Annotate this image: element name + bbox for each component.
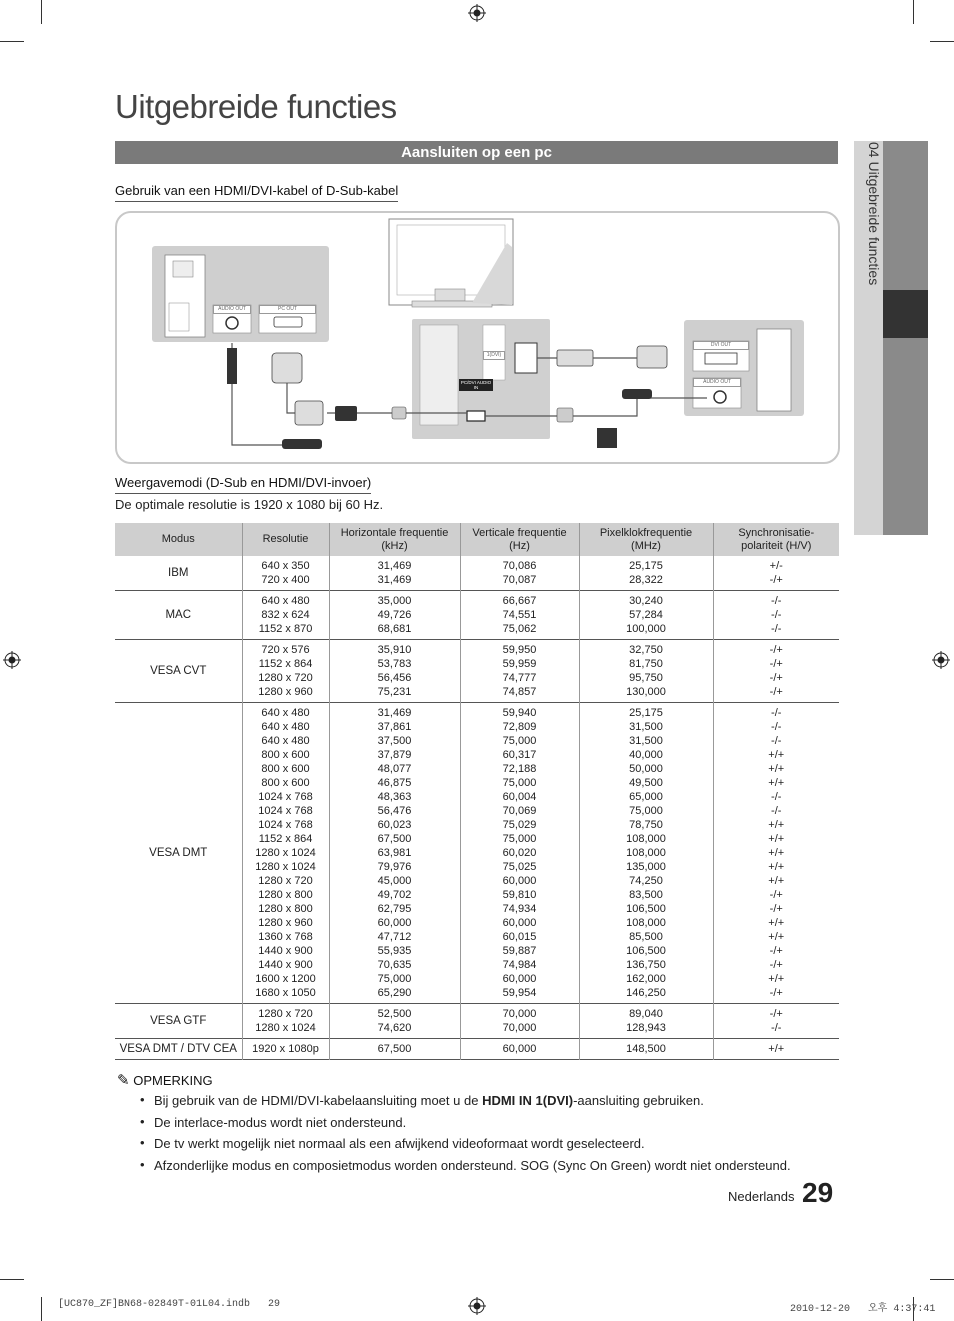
sync-cell: -/- -/- -/- <box>713 591 839 640</box>
table-row <box>115 703 839 1004</box>
table-row <box>115 1004 839 1039</box>
pixclock-cell: 25,175 31,500 31,500 40,000 50,000 49,500 65,000 75,000 78,750 108,000 108,000 135,000 74,250 83,500 106,500 108,000 85,500 106,500 136,750 162,000 146,250 <box>579 703 713 1004</box>
column-header: Horizontale frequentie (kHz) <box>329 523 460 556</box>
chapter-side-tab-band <box>883 141 928 535</box>
column-header: Modus <box>115 523 242 556</box>
page-number: 29 <box>802 1177 834 1208</box>
note-list <box>140 1093 791 1179</box>
hfreq-cell: 35,910 53,783 56,456 75,231 <box>329 640 460 703</box>
note-heading-label: OPMERKING <box>133 1073 213 1088</box>
crop-mark <box>913 0 914 24</box>
note-text: Afzonderlijke modus en composietmodus worden ondersteund. SOG (Sync On Green) wordt niet ondersteund. <box>154 1157 791 1173</box>
pixclock-cell: 30,240 57,284 100,000 <box>579 591 713 640</box>
pixclock-cell: 89,040 128,943 <box>579 1004 713 1039</box>
resolution-cell: 640 x 480 640 x 480 640 x 480 800 x 600 800 x 600 800 x 600 1024 x 768 1024 x 768 1024 x 768 1152 x 864 1280 x 1024 1280 x 1024 1280 x 720 1280 x 800 1280 x 800 1280 x 960 1360 x 768 1440 x 900 1440 x 900 1600 x 1200 1680 x 1050 <box>242 703 329 1004</box>
resolution-cell: 640 x 350 720 x 400 <box>242 556 329 591</box>
vfreq-cell: 70,000 70,000 <box>460 1004 579 1039</box>
pencil-icon: ✎ <box>117 1072 130 1089</box>
note-text: De tv werkt mogelijk niet normaal als een afwijkend videoformaat wordt geselecteerd. <box>154 1136 645 1151</box>
sync-cell: -/+ -/- <box>713 1004 839 1039</box>
note-text: Bij gebruik van de HDMI/DVI-kabelaansluiting moet u de <box>154 1093 483 1108</box>
note-heading <box>117 1071 213 1089</box>
list-item <box>140 1158 791 1180</box>
column-header: Pixelklokfrequentie (MHz) <box>579 523 713 556</box>
table-row <box>115 556 839 591</box>
hfreq-cell: 52,500 74,620 <box>329 1004 460 1039</box>
chapter-side-label: 04 Uitgebreide functies <box>866 142 882 286</box>
registration-mark-icon <box>468 4 486 22</box>
mode-cell: MAC <box>165 609 192 621</box>
pixclock-cell: 32,750 81,750 95,750 130,000 <box>579 640 713 703</box>
vfreq-cell: 70,086 70,087 <box>460 556 579 591</box>
table-header-row <box>115 523 839 556</box>
resolution-cell: 720 x 576 1152 x 864 1280 x 720 1280 x 960 <box>242 640 329 703</box>
vfreq-cell: 59,940 72,809 75,000 60,317 72,188 75,000 60,004 70,069 75,029 75,000 60,020 75,025 60,000 59,810 74,934 60,000 60,015 59,887 74,984 60,000 59,954 <box>460 703 579 1004</box>
mode-cell: VESA CVT <box>150 665 207 677</box>
note-text: -aansluiting gebruiken. <box>573 1093 704 1108</box>
display-modes-table <box>115 523 839 1060</box>
table-row <box>115 1039 839 1060</box>
modes-intro: De optimale resolutie is 1920 x 1080 bij 60 Hz. <box>115 497 384 512</box>
pc-in-port <box>467 411 485 421</box>
hfreq-cell: 35,000 49,726 68,681 <box>329 591 460 640</box>
connection-diagram-illustration <box>117 213 838 462</box>
list-item <box>140 1093 791 1115</box>
resolution-cell: 640 x 480 832 x 624 1152 x 870 <box>242 591 329 640</box>
crop-mark <box>930 41 954 42</box>
registration-mark-icon <box>3 651 21 669</box>
crop-mark <box>41 0 42 24</box>
crop-mark <box>930 1279 954 1280</box>
connection-heading: Gebruik van een HDMI/DVI-kabel of D-Sub-kabel <box>115 183 398 202</box>
audio-out-right-label: AUDIO OUT <box>693 378 741 387</box>
note-emphasis: HDMI IN 1(DVI) <box>482 1093 574 1108</box>
crop-mark <box>41 1297 42 1321</box>
sync-cell: -/- -/- -/- +/+ +/+ +/+ -/- -/- +/+ +/+ +/+ +/+ +/+ -/+ -/+ +/+ +/+ -/+ -/+ +/+ -/+ <box>713 703 839 1004</box>
registration-mark-icon <box>468 1297 486 1315</box>
resolution-cell: 1920 x 1080p <box>242 1039 329 1060</box>
column-header: Resolutie <box>242 523 329 556</box>
vfreq-cell: 66,667 74,551 75,062 <box>460 591 579 640</box>
crop-mark <box>0 41 24 42</box>
table-row <box>115 640 839 703</box>
footer-language: Nederlands <box>728 1189 795 1204</box>
vfreq-cell: 60,000 <box>460 1039 579 1060</box>
hdmi-port-icon <box>515 343 537 373</box>
page-title: Uitgebreide functies <box>115 88 397 125</box>
hfreq-cell: 31,469 37,861 37,500 37,879 48,077 46,875 48,363 56,476 60,023 67,500 63,981 79,976 45,000 49,702 62,795 60,000 47,712 55,935 70,635 75,000 65,290 <box>329 703 460 1004</box>
pc-audio-in-label: PC/DVI AUDIO IN <box>460 380 492 390</box>
column-header: Synchronisatie- polariteit (H/V) <box>713 523 839 556</box>
registration-mark-icon <box>932 651 950 669</box>
dvi-out-label: DVI OUT <box>693 341 749 350</box>
print-file-info: [UC870_ZF]BN68-02849T-01L04.indb 29 <box>58 1299 281 1310</box>
vfreq-cell: 59,950 59,959 74,777 74,857 <box>460 640 579 703</box>
section-title: Aansluiten op een pc <box>115 141 838 164</box>
mode-cell: VESA DMT / DTV CEA <box>119 1043 237 1055</box>
pc-out-label: PC OUT <box>259 305 316 314</box>
table-row <box>115 591 839 640</box>
hfreq-cell: 67,500 <box>329 1039 460 1060</box>
crop-mark <box>0 1279 24 1280</box>
mode-cell: IBM <box>168 567 189 579</box>
audio-out-left-label: AUDIO OUT <box>213 305 251 314</box>
resolution-cell: 1280 x 720 1280 x 1024 <box>242 1004 329 1039</box>
pixclock-cell: 25,175 28,322 <box>579 556 713 591</box>
mode-cell: VESA DMT <box>149 847 208 859</box>
chapter-side-tab-marker <box>883 290 928 338</box>
hdmi-port-label: 1(DVI) <box>483 351 505 360</box>
print-timestamp: 2010-12-20 오후 4:37:41 <box>790 1304 936 1315</box>
note-text: De interlace-modus wordt niet ondersteund. <box>154 1114 407 1130</box>
connection-diagram <box>115 211 840 464</box>
column-header: Verticale frequentie (Hz) <box>460 523 579 556</box>
modes-heading: Weergavemodi (D-Sub en HDMI/DVI-invoer) <box>115 475 371 494</box>
mode-cell: VESA GTF <box>150 1015 207 1027</box>
sync-cell: +/- -/+ <box>713 556 839 591</box>
pixclock-cell: 148,500 <box>579 1039 713 1060</box>
sync-cell: +/+ <box>713 1039 839 1060</box>
pc-tower-right <box>757 329 791 411</box>
list-item <box>140 1115 791 1137</box>
hfreq-cell: 31,469 31,469 <box>329 556 460 591</box>
sync-cell: -/+ -/+ -/+ -/+ <box>713 640 839 703</box>
list-item <box>140 1136 791 1158</box>
